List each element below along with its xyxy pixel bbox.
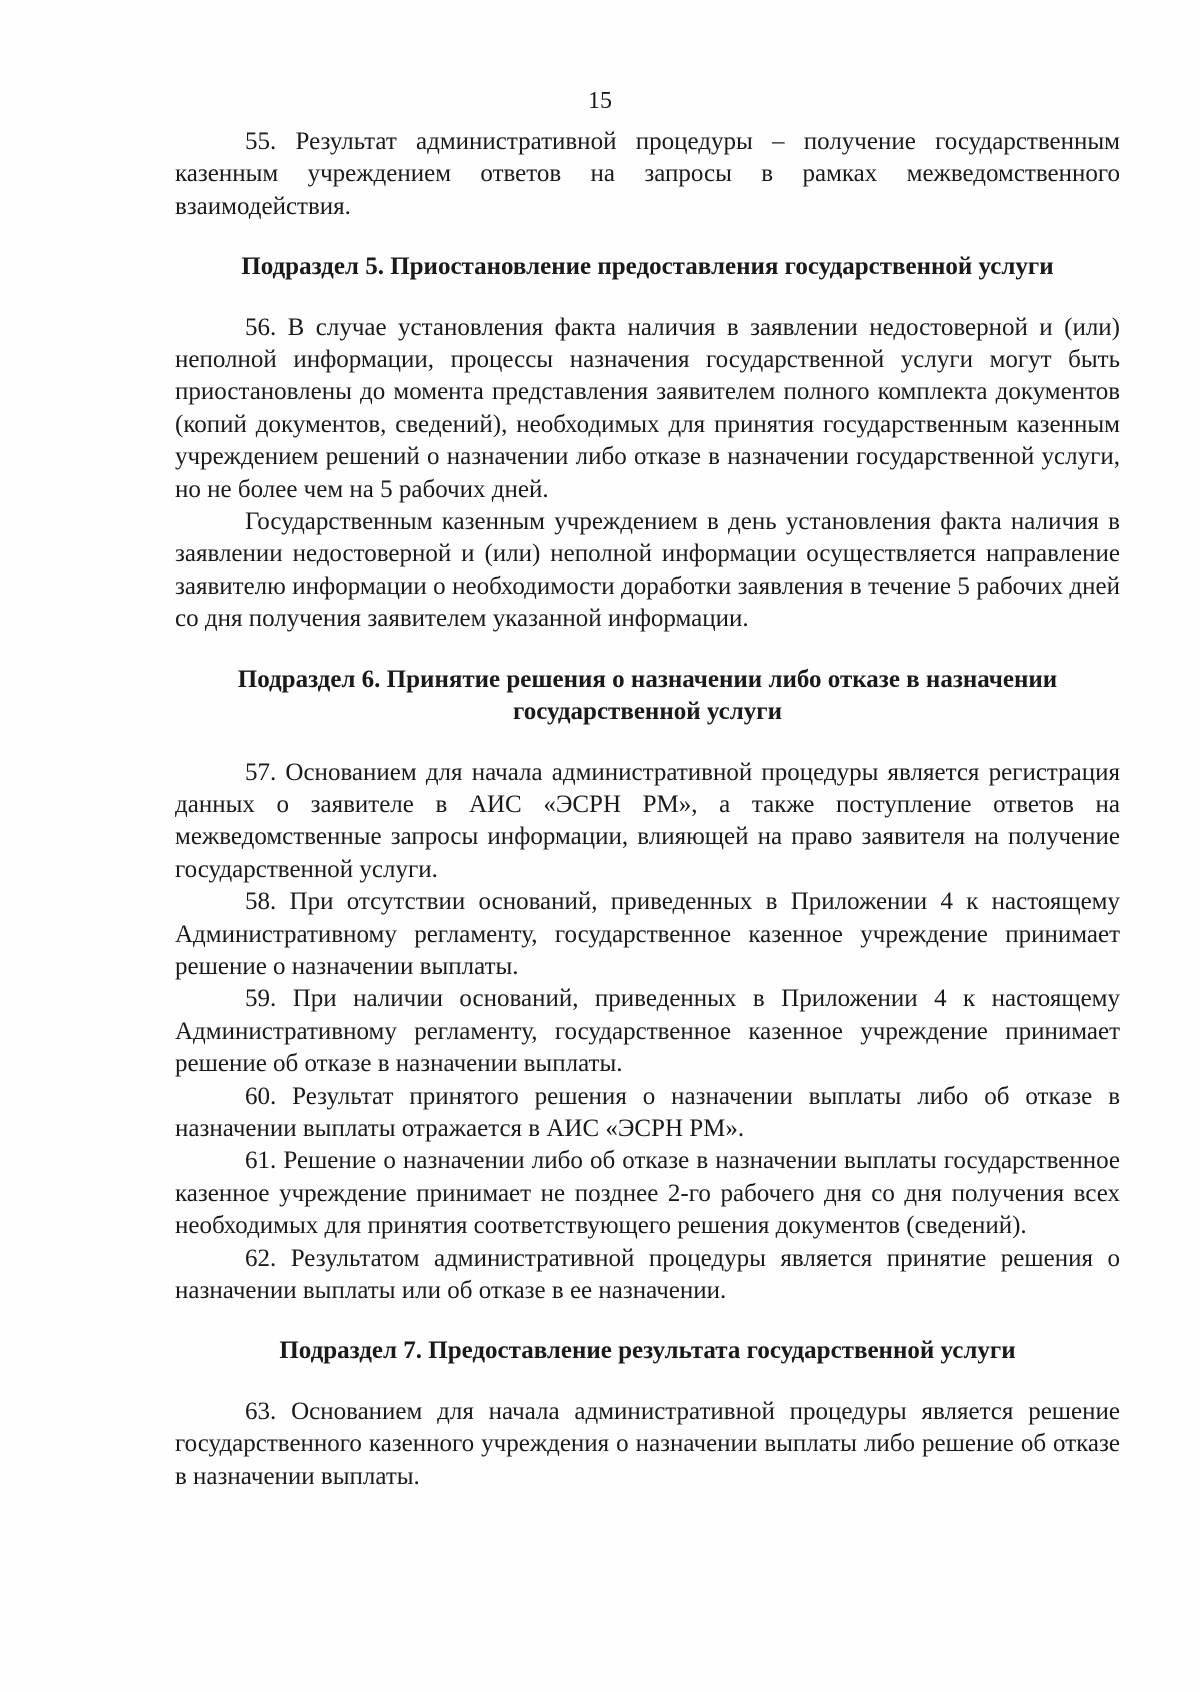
paragraph-58: 58. При отсутствии оснований, приведенных в Приложении 4 к настоящему Административному регламенту, государственное казенное учреждение принимает решение о назначении выплаты. [175,888,1120,980]
paragraph-56-continued: Государственным казенным учреждением в день установления факта наличия в заявлении недостоверной и (или) неполной информации осуществляется направление заявителю информации о необходимости доработки заявления в течение 5 рабочих дней со дня получения заявителем указанной информации. [175,508,1120,633]
paragraph-55: 55. Результат административной процедуры – получение государственным казенным учреждением ответов на запросы в рамках межведомственного взаимодействия. [175,128,1120,220]
paragraph-57: 57. Основанием для начала административной процедуры является регистрация данных о заявителе в АИС «ЭСРН РМ», а также поступление ответов на межведомственные запросы информации, влияющей на право заявителя на получение государственной услуги. [175,758,1120,883]
heading-subsection-5: Подраздел 5. Приостановление предоставления государственной услуги [241,253,1054,281]
heading-subsection-7: Подраздел 7. Предоставление результата государственной услуги [279,1337,1016,1365]
paragraph-56: 56. В случае установления факта наличия в заявлении недостоверной и (или) неполной информации, процессы назначения государственной услуги могут быть приостановлены до момента представления заявителем полного комплекта документов (копий документов, сведений), необходимых для принятия государственным казенным учреждением решений о назначении либо отказе в назначении государственной услуги, но не более чем на 5 рабочих дней. [175,313,1120,503]
document-body [175,126,1120,1493]
heading-subsection-6: Подраздел 6. Принятие решения о назначении либо отказе в назначении государственной услуги [237,665,1058,726]
paragraph-61: 61. Решение о назначении либо об отказе в назначении выплаты государственное казенное учреждение принимает не позднее 2-го рабочего дня со дня получения всех необходимых для принятия соответствующего решения документов (сведений). [175,1147,1120,1240]
paragraph-60: 60. Результат принятого решения о назначении выплаты либо об отказе в назначении выплаты отражается в АИС «ЭСРН РМ». [175,1082,1120,1142]
paragraph-63: 63. Основанием для начала административной процедуры является решение государственного казенного учреждения о назначении выплаты либо решение об отказе в назначении выплаты. [175,1397,1120,1490]
paragraph-59: 59. При наличии оснований, приведенных в Приложении 4 к настоящему Административному регламенту, государственное казенное учреждение принимает решение об отказе в назначении выплаты. [175,985,1120,1078]
paragraph-62: 62. Результатом административной процедуры является принятие решения о назначении выплаты или об отказе в ее назначении. [175,1244,1120,1304]
page-number: 15 [588,88,612,114]
